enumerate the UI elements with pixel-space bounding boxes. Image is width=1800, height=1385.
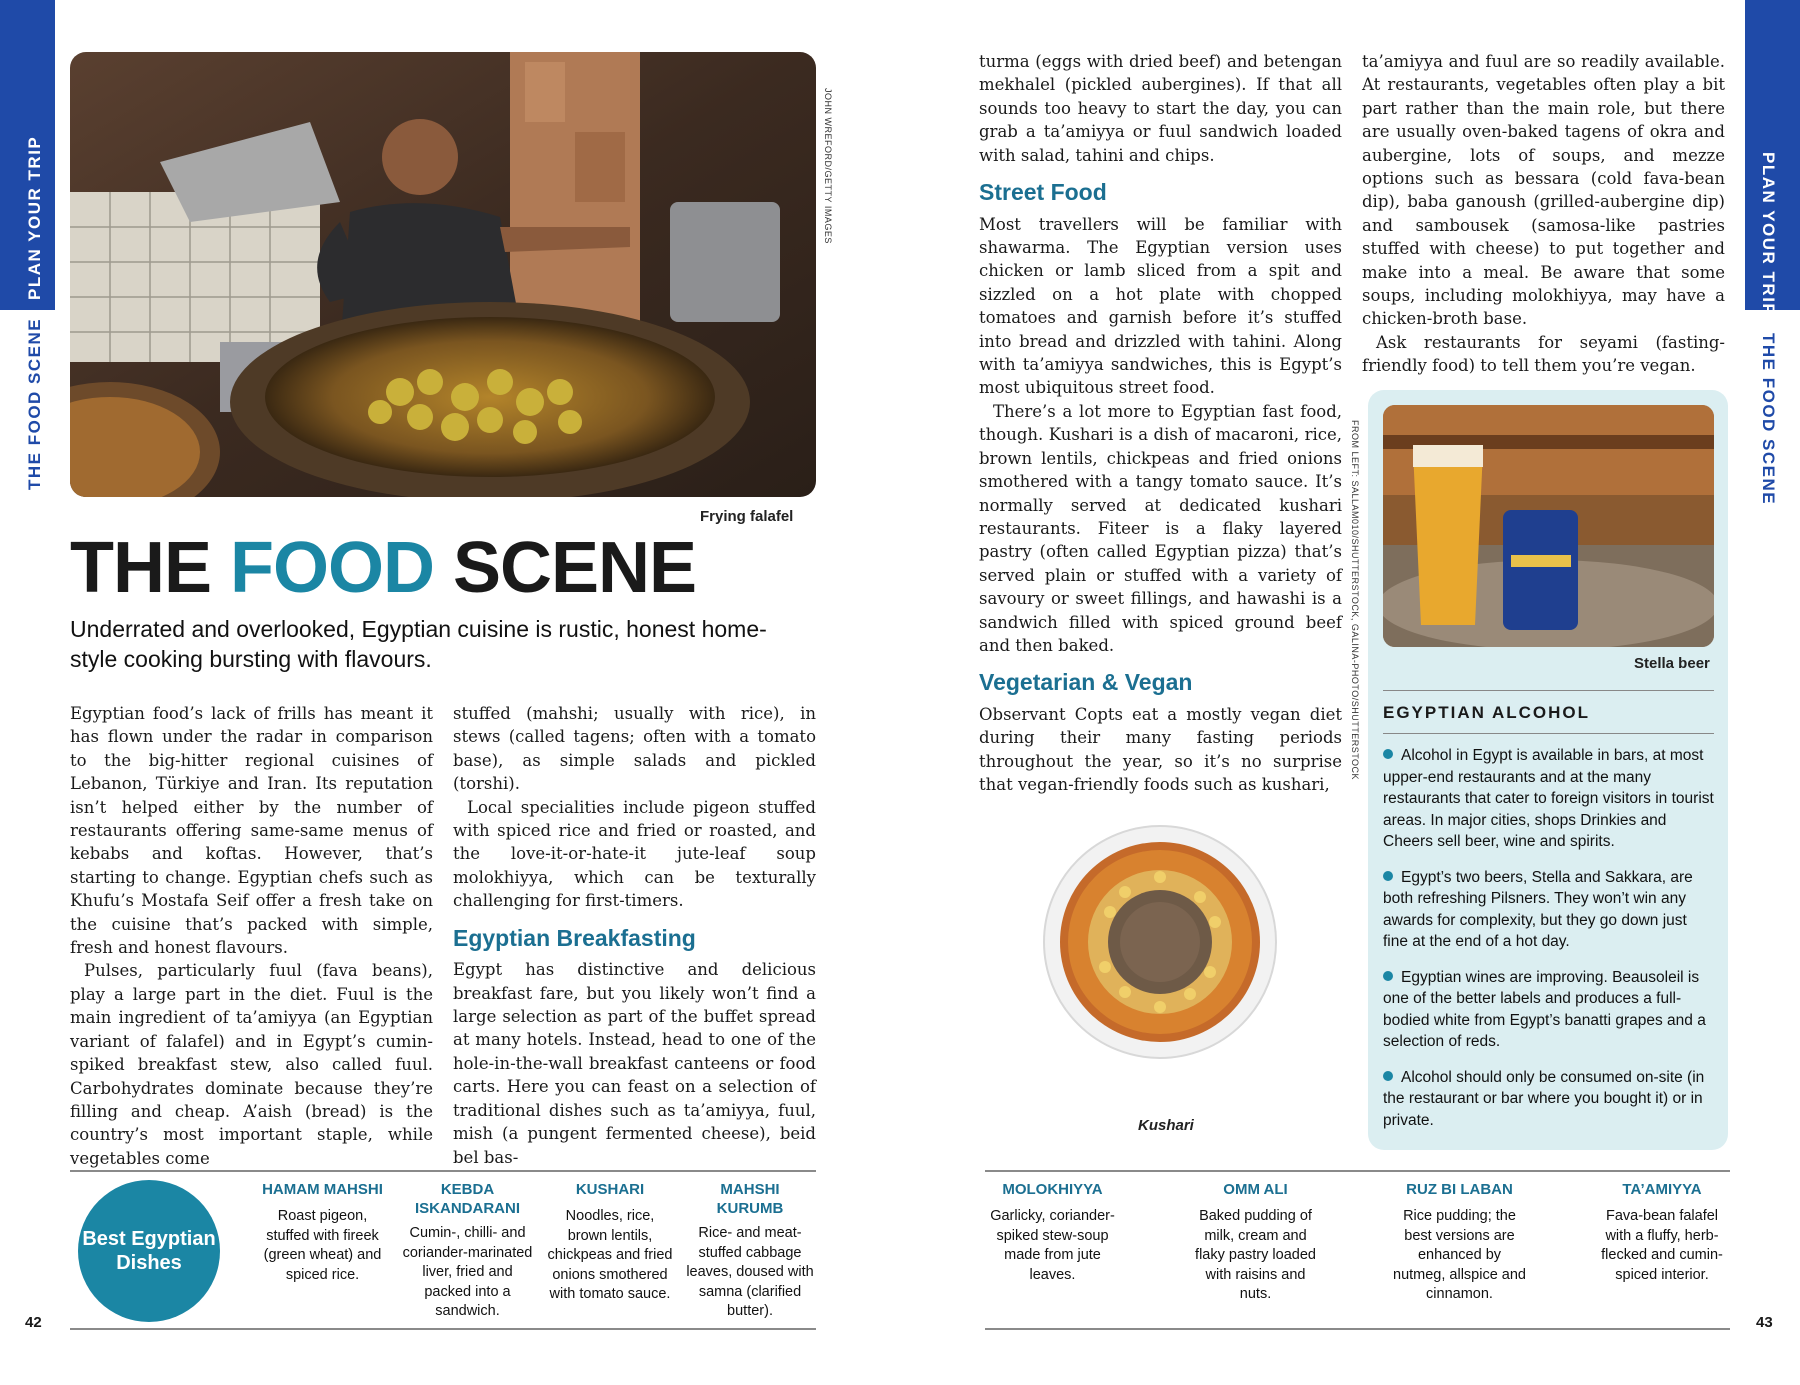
sidebar-item: [1383, 1067, 1715, 1132]
body-paragraph: Most travellers will be familiar with shawarma. The Egyptian version uses chicken or lamb sliced from a spit and sizzled on a hot plate with chopped tomatoes and garnish before it’s stuffed into bread and drizzled with tahini. Along with ta’amiyya sandwiches, this is Egypt’s most ubiquitous street food.: [979, 214, 1342, 398]
intro-standfirst: Underrated and overlooked, Egyptian cuisine is rustic, honest home-style cooking bursting with flavours.: [70, 616, 767, 672]
stella-beer-caption: Stella beer: [1634, 655, 1710, 672]
dish-name: HAMAM MAHSHI: [262, 1181, 383, 1198]
beer-photo-illustration: [1383, 405, 1714, 647]
dish-item: [1392, 1180, 1527, 1305]
title-word-3: SCENE: [453, 528, 697, 608]
sidebar-item-text: Egyptian wines are improving. Beausoleil is one of the better labels and produces a full-bodied white from Egypt’s banatti grapes and a selection of reds.: [1383, 968, 1706, 1050]
left-tab-chapter-label: THE FOOD SCENE: [25, 317, 44, 490]
sidebar-item: [1383, 967, 1715, 1053]
kushari-caption: Kushari: [1138, 1117, 1194, 1134]
body-paragraph: Pulses, particularly fuul (fava beans), play a large part in the diet. Fuul is the main ingredient of ta’amiyya (an Egyptian variant of falafel) and in Egypt’s cumin-spiked breakfast stew, also called fuul. Carbohydrates dominate because they’re filling and cheap. A’aish (bread) is the country’s most important staple, while vegetables come: [70, 961, 433, 1168]
dishes-bottom-rule: [70, 1328, 816, 1330]
dish-name: KUSHARI: [575, 1181, 645, 1198]
title-word-2: FOOD: [230, 528, 434, 608]
page-number-right: 43: [1756, 1314, 1773, 1331]
dish-name: KEBDA ISKANDARANI: [415, 1181, 520, 1217]
bullet-icon: [1383, 871, 1393, 881]
bullet-icon: [1383, 971, 1393, 981]
dish-name: OMM ALI: [1223, 1181, 1288, 1198]
right-photo-credit: FROM LEFT: SALLAM010/SHUTTERSTOCK, GALINA-PHOTO/SHUTTERSTOCK: [1350, 420, 1360, 781]
stella-beer-photo: [1383, 405, 1714, 647]
body-paragraph: Egypt has distinctive and delicious breakfast fare, but you likely won’t find a large selection as part of the buffet spread at many hotels. Instead, head to one of the hole-in-the-wall breakfast canteens or food carts. Here you can feast on a selection of traditional dishes such as ta’amiyya, fuul, mish (a pungent fermented cheese), beid bel bas-: [453, 960, 816, 1167]
falafel-photo: [70, 52, 816, 497]
dish-description: Baked pudding of milk, cream and flaky pastry loaded with raisins and nuts.: [1195, 1208, 1316, 1302]
dish-description: Cumin-, chilli- and coriander-marinated liver, fried and packed into a sandwich.: [402, 1225, 533, 1319]
dish-item: [1592, 1180, 1732, 1285]
kushari-photo: [1040, 822, 1280, 1062]
section-heading-breakfasting: Egyptian Breakfasting: [453, 924, 696, 951]
sidebar-divider: [1383, 690, 1714, 691]
body-paragraph: turma (eggs with dried beef) and betengan mekhalel (pickled aubergines). If that all sounds too heavy to start the day, you can grab a ta’amiyya or fuul sandwich loaded with salad, tahini and chips.: [979, 52, 1342, 165]
left-tab-section-label: PLAN YOUR TRIP: [25, 135, 44, 300]
dish-item: [545, 1180, 675, 1305]
dish-name: MOLOKHIYYA: [1002, 1181, 1103, 1198]
section-heading-vegetarian: Vegetarian & Vegan: [979, 669, 1193, 696]
sidebar-list: [1383, 745, 1715, 1145]
dish-item: [685, 1180, 815, 1322]
dish-item: [1188, 1180, 1323, 1305]
dishes-top-rule: [985, 1170, 1730, 1172]
sidebar-item: [1383, 745, 1715, 853]
title-word-1: THE: [70, 528, 211, 608]
body-paragraph: stuffed (mahshi; usually with rice), in stews (called tagens; often with a tomato base), as simple salads and pickled (torshi).: [453, 704, 816, 794]
main-photo-credit: JOHN WREFORD/GETTY IMAGES: [823, 88, 833, 244]
section-heading-street-food: Street Food: [979, 179, 1107, 206]
dish-item: [985, 1180, 1120, 1285]
bullet-icon: [1383, 749, 1393, 759]
dish-name: TA’AMIYYA: [1622, 1181, 1702, 1198]
dish-description: Fava-bean falafel with a fluffy, herb-flecked and cumin-spiced interior.: [1601, 1208, 1723, 1283]
sidebar-divider: [1383, 733, 1714, 734]
sidebar-item-text: Egypt’s two beers, Stella and Sakkara, are both refreshing Pilsners. They won’t win any awards for complexity, but they go down just fine at the end of a hot day.: [1383, 868, 1693, 950]
body-column-1: [70, 702, 433, 1170]
dish-description: Rice pudding; the best versions are enhanced by nutmeg, allspice and cinnamon.: [1393, 1208, 1526, 1302]
dish-description: Rice- and meat-stuffed cabbage leaves, doused with samna (clarified butter).: [686, 1225, 814, 1319]
sidebar-item: [1383, 867, 1715, 953]
dish-item: [400, 1180, 535, 1322]
sidebar-item-text: Alcohol should only be consumed on-site (in the restaurant or bar where you bought it) or in private.: [1383, 1068, 1705, 1129]
right-tab-chapter-label: THE FOOD SCENE: [1759, 333, 1778, 506]
main-photo-caption: Frying falafel: [700, 508, 794, 525]
body-column-2: [453, 702, 816, 1169]
body-paragraph: Local specialities include pigeon stuffed with spiced rice and fried or roasted, and the love-it-or-hate-it jute-leaf soup molokhiyya, which can be texturally challenging for first-timers.: [453, 797, 816, 911]
body-column-4: [1362, 50, 1725, 378]
dish-description: Garlicky, coriander-spiked stew-soup made from jute leaves.: [990, 1208, 1115, 1283]
best-dishes-badge: Best Egyptian Dishes: [78, 1180, 220, 1322]
dish-description: Roast pigeon, stuffed with fireek (green wheat) and spiced rice.: [263, 1208, 382, 1283]
right-tab-section-label: PLAN YOUR TRIP: [1759, 152, 1778, 317]
body-paragraph: There’s a lot more to Egyptian fast food, though. Kushari is a dish of macaroni, rice, brown lentils, chickpeas and fried onions smothered with a tangy tomato sauce. It’s normally served at dedicated kushari restaurants. Fiteer is a flaky layered pastry (often called Egyptian pizza) that’s served plain or stuffed with a variety of savoury or sweet fillings, and hawashi is a sandwich filled with spiced ground beef and then baked.: [979, 401, 1342, 655]
dish-item: [255, 1180, 390, 1285]
bullet-icon: [1383, 1071, 1393, 1081]
dish-name: RUZ BI LABAN: [1406, 1181, 1513, 1198]
falafel-photo-illustration: [70, 52, 816, 497]
kushari-plate-illustration: [1040, 822, 1280, 1062]
body-paragraph: Egyptian food’s lack of frills has meant it has flown under the radar in comparison to the big-hitter regional cuisines of Lebanon, Türkiye and Iran. Its reputation isn’t helped either by the number of restaurants offering same-same menus of kebabs and koftas. However, that’s starting to change. Egyptian chefs such as Khufu’s Mostafa Seif offer a fresh take on the cuisine that’s packed with simple, fresh and honest flavours.: [70, 704, 433, 958]
dish-description: Noodles, rice, brown lentils, chickpeas and fried onions smothered with tomato sauce.: [547, 1208, 673, 1302]
sidebar-title: EGYPTIAN ALCOHOL: [1383, 703, 1591, 722]
body-paragraph: Observant Copts eat a mostly vegan diet during their many fasting periods throughout the year, so it’s no surprise that vegan-friendly foods such as kushari,: [979, 704, 1342, 795]
page-number-left: 42: [25, 1314, 42, 1331]
body-paragraph: Ask restaurants for seyami (fasting-friendly food) to tell them you’re vegan.: [1362, 332, 1725, 376]
sidebar-item-text: Alcohol in Egypt is available in bars, at most upper-end restaurants and at the many restaurants that cater to foreign visitors in tourist areas. In major cities, shops Drinkies and Cheers sell beer, wine and spirits.: [1383, 747, 1714, 850]
dishes-bottom-rule: [985, 1328, 1730, 1330]
dish-name: MAHSHI KURUMB: [716, 1181, 784, 1217]
body-column-3: [979, 50, 1342, 797]
dishes-top-rule: [70, 1170, 816, 1172]
page-title: [70, 528, 697, 608]
body-paragraph: ta’amiyya and fuul are so readily available. At restaurants, vegetables often play a bit part rather than the main role, but there are usually oven-baked tagens of okra and aubergine, lots of soups, and mezze options such as bessara (cold fava-bean dip), baba ganoush (grilled-aubergine dip) and sambousek (samosa-like pastries stuffed with cheese) to put together and make into a meal. Be aware that some soups, including molokhiyya, may have a chicken-broth base.: [1362, 52, 1725, 329]
